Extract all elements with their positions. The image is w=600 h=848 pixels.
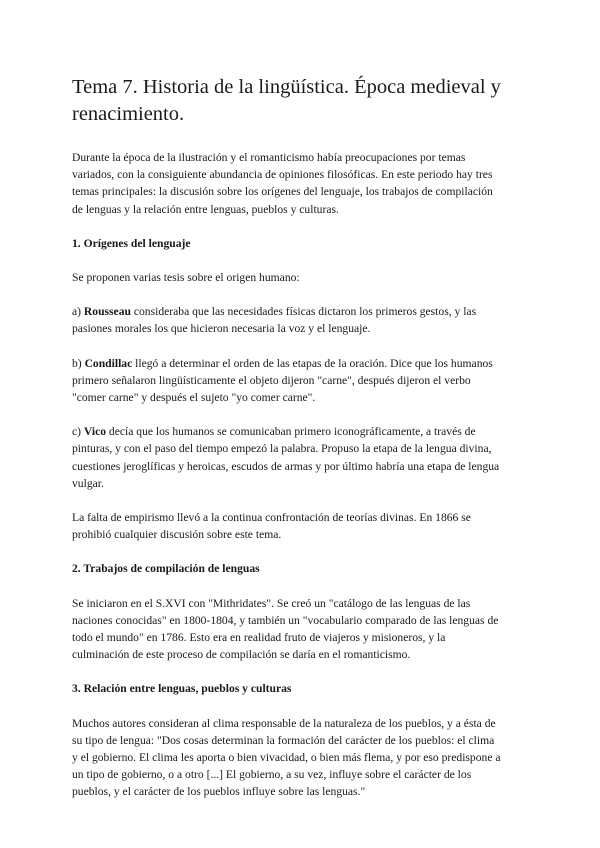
item-b-paragraph	[72, 355, 502, 407]
item-a-author: Rousseau	[83, 305, 131, 319]
item-c-author: Vico	[83, 425, 107, 439]
section-2-text: Se iniciaron en el S.XVI con "Mithridates". Se creó un "catálogo de las lenguas de las naciones conocidas" en 1800-1804, y también un "vocabulario comparado de las lenguas de todo el mundo" en 1786. Esto era en realidad fruto de viajeros y misioneros, y la culminación de este proceso de compilación se daría en el romanticismo.	[72, 596, 499, 662]
item-a-text: consideraba que las necesidades físicas dictaron los primeros gestos, y las pasiones morales los que hicieron necesaria la voz y el lenguaje.	[72, 305, 477, 336]
item-b-author: Condillac	[84, 356, 133, 370]
section-2-heading: 2. Trabajos de compilación de lenguas	[72, 562, 260, 576]
item-b-text: llegó a determinar el orden de las etapas de la oración. Dice que los humanos primero señalaron lingüísticamente el objeto dijeron "carne", después dijeron el verbo "comer carne" y después el sujeto "yo comer carne".	[72, 356, 493, 405]
intro-paragraph: Durante la época de la ilustración y el romanticismo había preocupaciones por temas variados, con la consiguiente abundancia de opiniones filosóficas. En este periodo hay tres temas principales: la discusión sobre los orígenes del lenguaje, los trabajos de compilación de lenguas y la relación entre lenguas, pueblos y culturas.	[72, 151, 493, 216]
page-title: Tema 7. Historia de la lingüística. Época medieval y renacimiento.	[72, 76, 501, 125]
section-3-text: Muchos autores consideran al clima responsable de la naturaleza de los pueblos, y a ésta de su tipo de lengua: "Dos cosas determinan la formación del carácter de los pueblos: el clima y el gobierno. El clima les aporta o bien vivacidad, o bien más flema, y por eso predispone a un tipo de gobierno, o a otro [...] El gobierno, a su vez, influye sobre el carácter de los pueblos, y el carácter de los pueblos influye sobre las lenguas."	[72, 716, 501, 799]
section-1-closing: La falta de empirismo llevó a la continua confrontación de teorías divinas. En 1866 se prohibió cualquier discusión sobre este tema.	[72, 511, 471, 542]
section-1-lead: Se proponen varias tesis sobre el origen humano:	[72, 271, 300, 285]
item-b-prefix: b)	[72, 356, 85, 370]
item-c-paragraph	[72, 423, 502, 492]
item-c-text: decía que los humanos se comunicaban primero iconográficamente, a través de pinturas, y con el paso del tiempo empezó la palabra. Propuso la etapa de la lengua divina, cuestiones jeroglíficas y heroicas, escudos de armas y por último habría una etapa de lengua vulgar.	[72, 425, 500, 490]
section-1-heading: 1. Orígenes del lenguaje	[72, 236, 191, 250]
item-a-prefix: a)	[72, 305, 84, 319]
document-page	[72, 74, 502, 818]
item-a-paragraph	[72, 303, 502, 337]
item-c-prefix: c)	[72, 425, 84, 439]
section-3-heading: 3. Relación entre lenguas, pueblos y culturas	[72, 682, 292, 696]
